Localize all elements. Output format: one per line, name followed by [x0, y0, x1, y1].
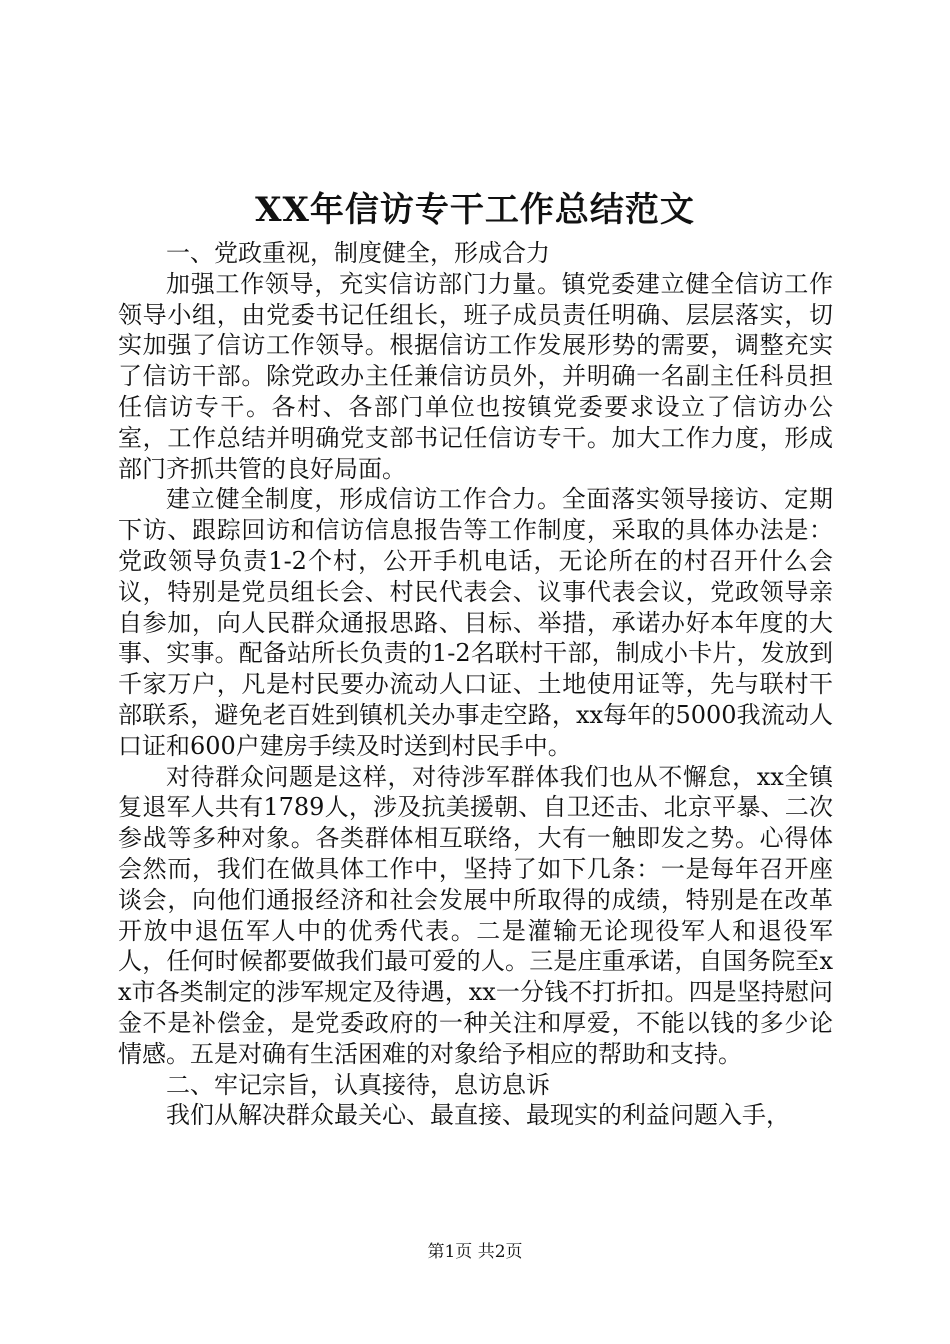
page-number-footer: 第1页 共2页 — [427, 1242, 523, 1262]
paragraph-veterans: 对待群众问题是这样，对待涉军群体我们也从不懈怠，xx全镇复退军人共有1789人，涉及抗美援朝、自卫还击、北京平暴、二次参战等多种对象。各类群体相互联络，大有一触即发之势。心得体会然而，我们在做具体工作中，坚持了如下几条：一是每年召开座谈会，向他们通报经济和社会发展中所取得的成绩，特别是在改革开放中退伍军人中的优秀代表。二是灌输无论现役军人和退役军人，任何时候都要做我们最可爱的人。三是庄重承诺，自国务院至xx市各类制定的涉军规定及待遇，xx一分钱不打折扣。四是坚持慰问金不是补偿金，是党委政府的一种关注和厚爱，不能以钱的多少论情感。五是对确有生活困难的对象给予相应的帮助和支持。 — [118, 762, 833, 1068]
section-heading-2: 二、牢记宗旨，认真接待，息访息诉 — [166, 1070, 550, 1099]
paragraph-leadership: 加强工作领导，充实信访部门力量。镇党委建立健全信访工作领导小组，由党委书记任组长，班子成员责任明确、层层落实，切实加强了信访工作领导。根据信访工作发展形势的需要，调整充实了信访干部。除党政办主任兼信访员外，并明确一名副主任科员担任信访专干。各村、各部门单位也按镇党委要求设立了信访办公室，工作总结并明确党支部书记任信访专干。加大工作力度，形成部门齐抓共管的良好局面。 — [118, 269, 833, 483]
paragraph-interests: 我们从解决群众最关心、最直接、最现实的利益问题入手， — [166, 1101, 790, 1130]
document-title: XX年信访专干工作总结范文 — [255, 190, 695, 230]
section-heading-1: 一、党政重视，制度健全，形成合力 — [166, 239, 550, 267]
document-body — [118, 238, 833, 1131]
paragraph-system: 建立健全制度，形成信访工作合力。全面落实领导接访、定期下访、跟踪回访和信访信息报告等工作制度，采取的具体办法是：党政领导负责1-2个村，公开手机电话，无论所在的村召开什么会议，特别是党员组长会、村民代表会、议事代表会议，党政领导亲自参加，向人民群众通报思路、目标、举措，承诺办好本年度的大事、实事。配备站所长负责的1-2名联村干部，制成小卡片，发放到千家万户，凡是村民要办流动人口证、土地使用证等，先与联村干部联系，避免老百姓到镇机关办事走空路，xx每年的5000我流动人口证和600户建房手续及时送到村民手中。 — [118, 485, 833, 760]
